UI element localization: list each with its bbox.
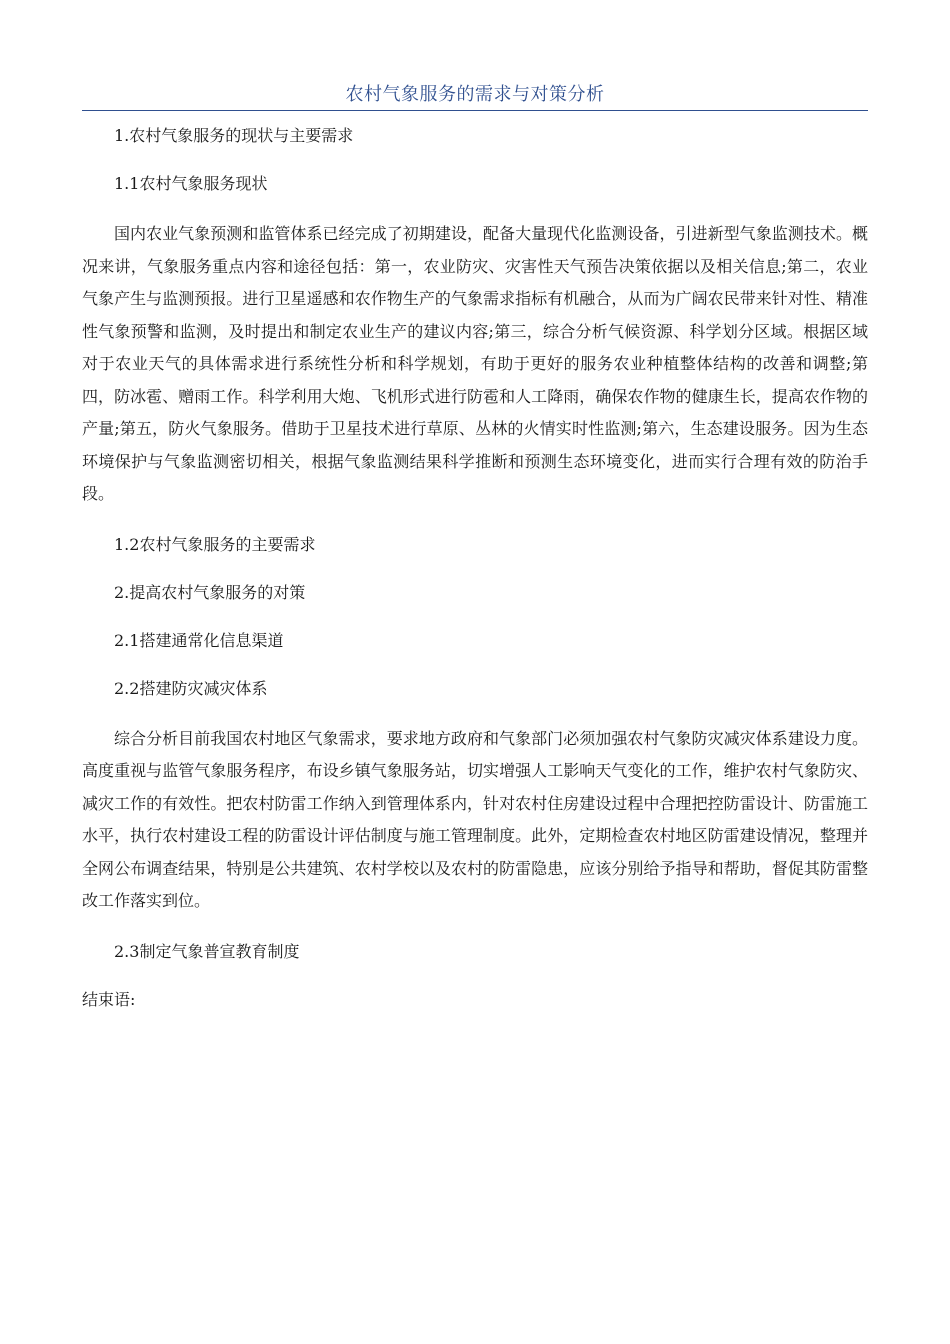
section-heading-2-3: 2.3制定气象普宣教育制度 [114, 941, 300, 961]
document-body [82, 122, 868, 1014]
document-title: 农村气象服务的需求与对策分析 [345, 84, 605, 105]
section-heading-1-2: 1.2农村气象服务的主要需求 [114, 534, 316, 554]
section-heading-2-1: 2.1搭建通常化信息渠道 [114, 630, 284, 650]
paragraph-disaster-system: 综合分析目前我国农村地区气象需求，要求地方政府和气象部门必须加强农村气象防灾减灾体系建设力度。高度重视与监管气象服务程序，布设乡镇气象服务站，切实增强人工影响天气变化的工作，维护农村气象防灾、减灾工作的有效性。把农村防雷工作纳入到管理体系内，针对农村住房建设过程中合理把控防雷设计、防雷施工水平，执行农村建设工程的防雷设计评估制度与施工管理制度。此外，定期检查农村地区防雷建设情况，整理并全网公布调查结果，特别是公共建筑、农村学校以及农村的防雷隐患，应该分别给予指导和帮助，督促其防雷整改工作落实到位。 [82, 728, 868, 910]
paragraph-status: 国内农业气象预测和监管体系已经完成了初期建设，配备大量现代化监测设备，引进新型气象监测技术。概况来讲，气象服务重点内容和途径包括：第一，农业防灾、灾害性天气预告决策依据以及相关信息;第二，农业气象产生与监测预报。进行卫星遥感和农作物生产的气象需求指标有机融合，从而为广阔农民带来针对性、精准性气象预警和监测，及时提出和制定农业生产的建议内容;第三，综合分析气候资源、科学划分区域。根据区域对于农业天气的具体需求进行系统性分析和科学规划，有助于更好的服务农业种植整体结构的改善和调整;第四，防冰雹、赠雨工作。科学利用大炮、飞机形式进行防雹和人工降雨，确保农作物的健康生长，提高农作物的产量;第五，防火气象服务。借助于卫星技术进行草原、丛林的火情实时性监测;第六，生态建设服务。因为生态环境保护与气象监测密切相关，根据气象监测结果科学推断和预测生态环境变化，进而实行合理有效的防治手段。 [82, 224, 868, 503]
section-heading-1-1: 1.1农村气象服务现状 [114, 174, 268, 193]
section-heading-1: 1.农村气象服务的现状与主要需求 [114, 126, 354, 145]
section-heading-2-2: 2.2搭建防灾减灾体系 [114, 678, 268, 698]
section-heading-2: 2.提高农村气象服务的对策 [114, 582, 306, 602]
page-header [82, 80, 868, 111]
conclusion-label: 结束语: [82, 989, 136, 1009]
